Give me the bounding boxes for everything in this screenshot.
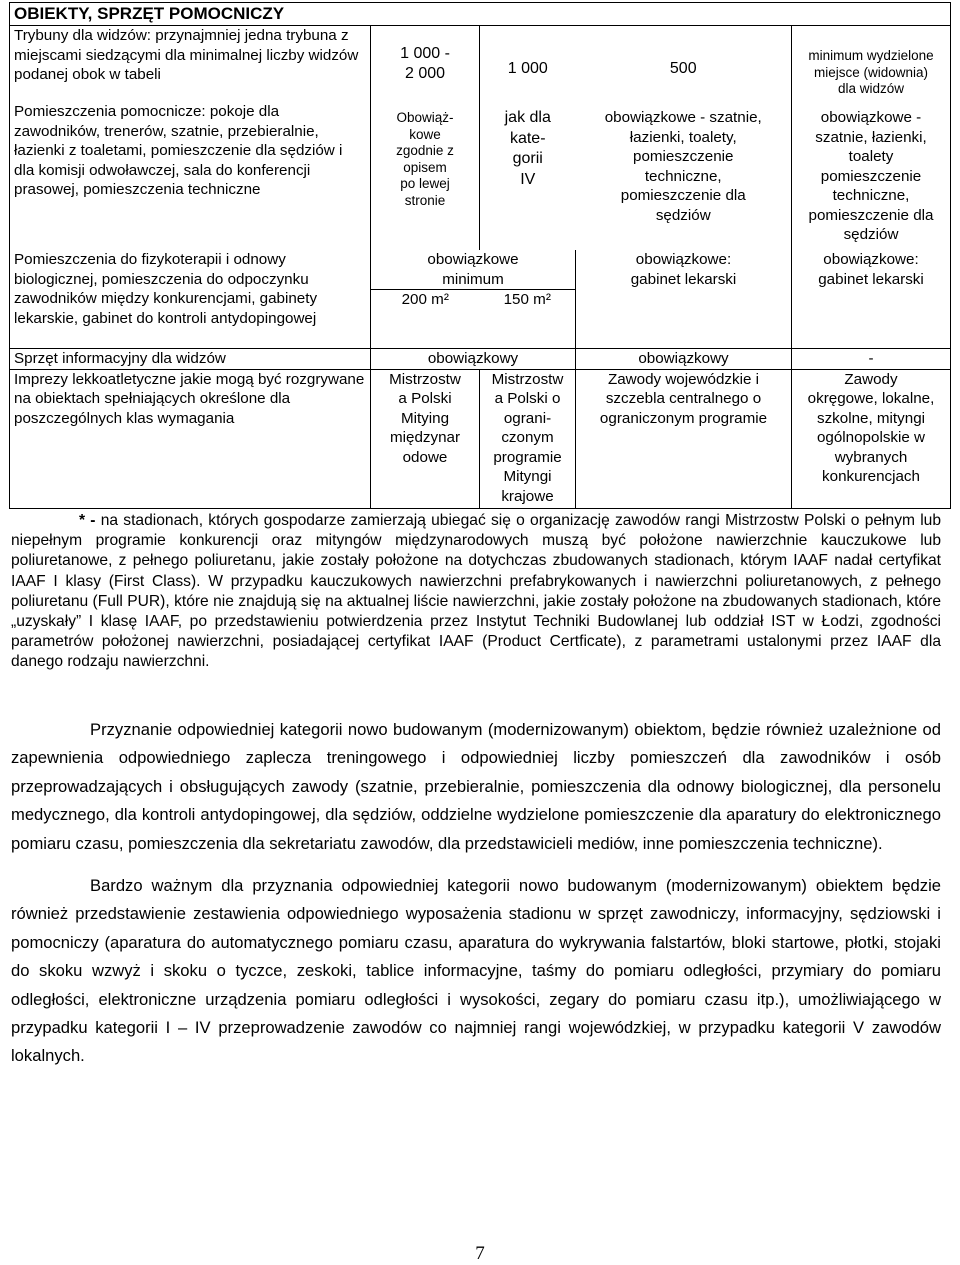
paragraph: Przyznanie odpowiedniej kategorii nowo budowanym (modernizowanym) obiektom, będzie również uzależnione od zapewnienia odpowiedniego zaplecza treningowego i odpowiedniej liczby pomieszczeń dla zawodników i osób przeprowadzających i obsługujących zawody (szatnie, przebieralnie, pomieszczenia dla odnowy biologicznej, dla personelu medycznego, dla kontroli antydopingowej, dla sędziów, oddzielne wydzielone pomieszczenie dla aparatury do elektronicznego pomiaru czasu, pomieszczenia dla sekretariatu zawodów, dla przedstawicieli mediów, inne pomieszczenia techniczne). [11,720,941,853]
cell-category-3: obowiązkowe - szatnie, łazienki, toalety, pomieszczenie techniczne, pomieszczenie dla sędziów [604,109,762,224]
cell-category-1: 1 000 - 2 000 [371,26,480,103]
specification-table [9,2,951,509]
page-number: 7 [475,1243,485,1264]
cell-category-4: obowiązkowe - szatnie, łazienki, toalety pomieszczenie techniczne, pomieszczenie dla sędziów [792,102,951,250]
row-label: Sprzęt informacyjny dla widzów [10,349,371,370]
cell-category-4: minimum wydzielone miejsce (widownia) dla widzów [792,26,951,103]
cell-category-2: jak dla kate- gorii IV [504,109,551,188]
cell-category-2: 150 m² [480,290,576,349]
table-row [10,369,951,508]
cell-category-1: 200 m² [371,290,480,349]
cell-category-1-2: obowiązkowy [371,349,576,370]
footnote-marker: * - [79,512,96,529]
footnote [11,511,941,673]
row-label: Pomieszczenia do fizykoterapii i odnowy biologicznej, pomieszczenia do odpoczynku zawodników między konkurencjami, gabinety lekarskie, gabinet do kontroli antydopingowej [10,250,371,349]
cell-category-3: obowiązkowy [576,349,792,370]
cell-category-1: Mistrzostw a Polski Mitying międzynar odowe [371,369,480,508]
cell-category-2: 1 000 [507,59,548,77]
cell-category-4: - [792,349,951,370]
cell-category-4: obowiązkowe: gabinet lekarski [792,250,951,349]
table-row [10,349,951,370]
cell-category-2: Mistrzostw a Polski o ograni- czonym programie Mityngi krajowe [480,369,576,508]
footnote-text: na stadionach, których gospodarze zamierzają ubiegać się o organizację zawodów rangi Mistrzostw Polski o pełnym lub niepełnym programie konkurencji oraz mityngów międzynarodowych muszą być położone nawierzchnie kauczukowe lub poliuretanowe, z pełnego poliuretanu, jakie zostały położone na dotychczas zbudowanych stadionach, którym IAAF nadał certyfikat IAAF I klasy (First Class). W przypadku kauczukowych nawierzchni prefabrykowanych i nawierzchni poliuretanowych, z pełnego poliuretanu (Full PUR), które nie znajdują się na aktualnej liście nawierzchni, jakie zostały położone na zbudowanych stadionach, które „uzyskały” I klasę IAAF, po przedstawieniu potwierdzenia przez Instytut Techniki Budowlanej lub oddział IST w Łodzi, zgodności parametrów położonej nawierzchni, posiadającej certyfikat IAAF (Product Certficate), z parametrami ustalonymi przez IAAF dla danego rodzaju nawierzchni. [11,512,942,671]
cell-category-3: obowiązkowe: gabinet lekarski [576,250,792,349]
row-label: Pomieszczenia pomocnicze: pokoje dla zawodników, trenerów, szatnie, przebieralnie, łazienki z toaletami, pomieszczenie dla sędziów i dla komisji odwoławczej, sala do konferencji prasowej, pomieszczenia techniczne [10,102,371,250]
table-row [10,250,951,290]
cell-minimum-header: obowiązkowe minimum [427,251,519,288]
table-row [10,26,951,103]
row-label: Imprezy lekkoatletyczne jakie mogą być rozgrywane na obiektach spełniających określone dla poszczególnych klas wymagania [10,369,371,508]
paragraph: Bardzo ważnym dla przyznania odpowiedniej kategorii nowo budowanym (modernizowanym) obiektem będzie również przedstawienie zestawienia odpowiedniego wyposażenia stadionu w sprzęt zawodniczy, informacyjny, sędziowski i pomocniczy (aparatura do automatycznego pomiaru czasu, aparatura do wykrywania falstartów, bloki startowe, płotki, stojaki do skoku wzwyż i skoku o tyczce, zeskoki, tablice informacyjne, taśmy do pomiaru odległości, przymiary do pomiaru odległości, elektroniczne urządzenia pomiaru odległości i wysokości, zegary do pomiaru czasu itp.), umożliwiającego w przypadku kategorii I – IV przeprowadzenie zawodów co najmniej rangi wojewódzkiej, w przypadku kategorii V zawodów lokalnych. [11,876,941,1066]
table-row [10,102,951,250]
row-label: Trybuny dla widzów: przynajmniej jedna trybuna z miejscami siedzącymi dla minimalnej liczby widzów podanej obok w tabeli [10,26,371,103]
cell-category-3: Zawody wojewódzkie i szczebla centralnego o ograniczonym programie [576,369,792,508]
cell-category-4: Zawody okręgowe, lokalne, szkolne, mityngi ogólnopolskie w wybranych konkurencjach [792,369,951,508]
cell-category-1: Obowiąż- kowe zgodnie z opisem po lewej stronie [371,102,480,250]
cell-category-3: 500 [669,59,697,77]
table-title: OBIEKTY, SPRZĘT POMOCNICZY [10,3,951,26]
